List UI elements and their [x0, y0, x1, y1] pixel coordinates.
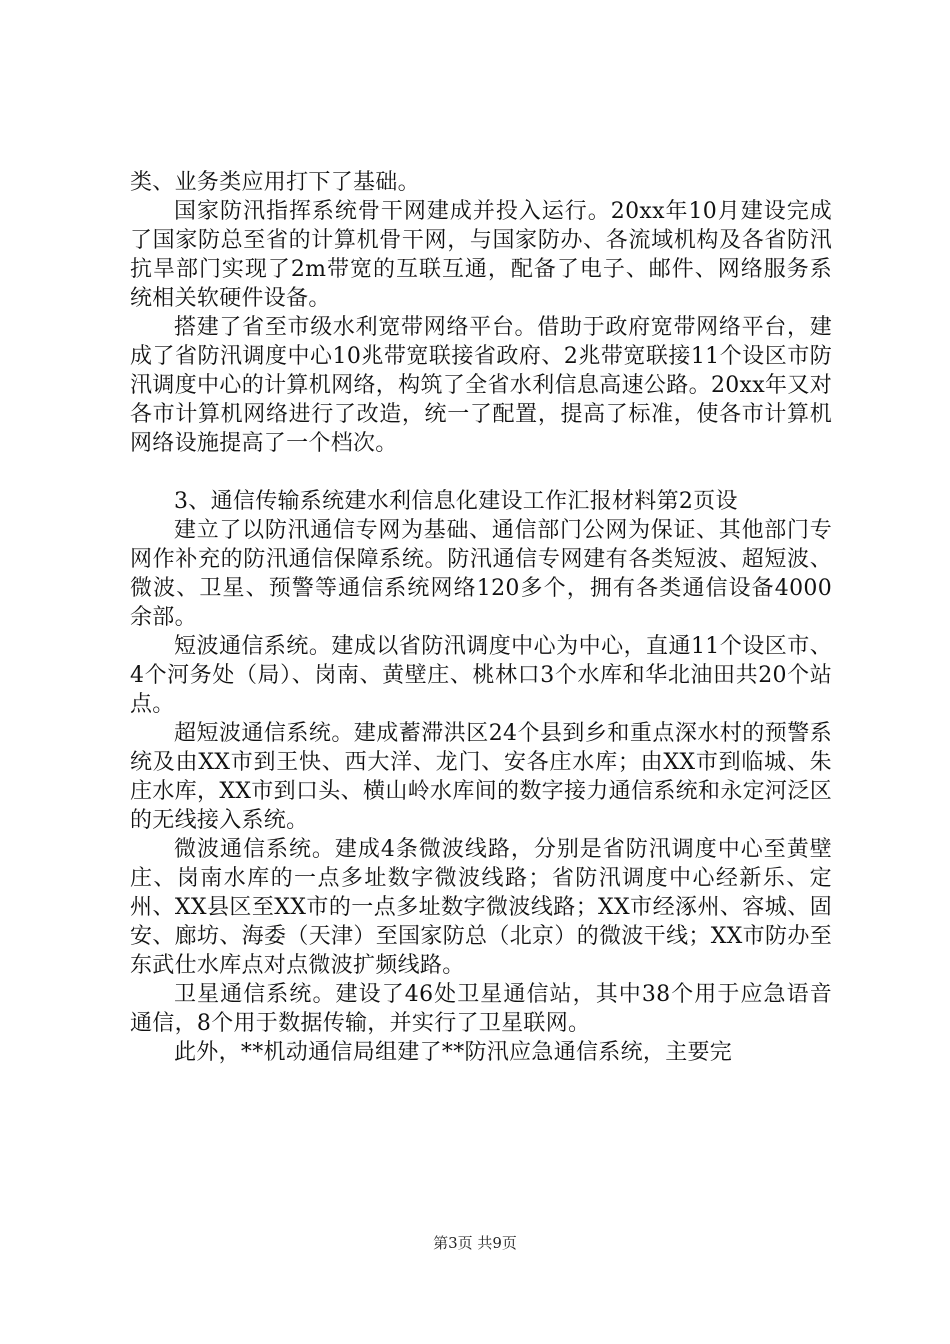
document-body — [130, 168, 832, 1067]
paragraph-flood-communication: 建立了以防汛通信专网为基础、通信部门公网为保证、其他部门专网作补充的防汛通信保障系统。防汛通信专网建有各类短波、超短波、微波、卫星、预警等通信系统网络120多个，拥有各类通信设备4000余部。 — [130, 518, 832, 630]
paragraph-satellite: 卫星通信系统。建设了46处卫星通信站，其中38个用于应急语音通信，8个用于数据传输，并实行了卫星联网。 — [130, 982, 832, 1036]
paragraph-broadband-platform: 搭建了省至市级水利宽带网络平台。借助于政府宽带网络平台，建成了省防汛调度中心10兆带宽联接省政府、2兆带宽联接11个设区市防汛调度中心的计算机网络，构筑了全省水利信息高速公路。20xx年又对各市计算机网络进行了改造，统一了配置，提高了标准，使各市计算机网络设施提高了一个档次。 — [130, 315, 832, 456]
paragraph-microwave: 微波通信系统。建成4条微波线路，分别是省防汛调度中心至黄壁庄、岗南水库的一点多址数字微波线路；省防汛调度中心经新乐、定州、XX县区至XX市的一点多址数字微波线路；XX市经涿州、容城、固安、廊坊、海委（天津）至国家防总（北京）的微波干线；XX市防办至东武仕水库点对点微波扩频线路。 — [130, 837, 832, 978]
paragraph-backbone-network: 国家防汛指挥系统骨干网建成并投入运行。20xx年10月建设完成了国家防总至省的计算机骨干网，与国家防办、各流域机构及各省防汛抗旱部门实现了2m带宽的互联互通，配备了电子、邮件、网络服务系统相关软硬件设备。 — [130, 199, 832, 311]
paragraph-shortwave: 短波通信系统。建成以省防汛调度中心为中心，直通11个设区市、4个河务处（局）、岗南、黄壁庄、桃林口3个水库和华北油田共20个站点。 — [130, 634, 832, 717]
paragraph-continuation: 类、业务类应用打下了基础。 — [130, 170, 420, 195]
section-heading-communication: 3、通信传输系统建水利信息化建设工作汇报材料第2页设 — [174, 489, 738, 514]
paragraph-ultrashortwave: 超短波通信系统。建成蓄滞洪区24个县到乡和重点深水村的预警系统及由XX市到王快、西大洋、龙门、安各庄水库；由XX市到临城、朱庄水库，XX市到口头、横山岭水库间的数字接力通信系统和永定河泛区的无线接入系统。 — [130, 721, 832, 833]
paragraph-emergency: 此外，**机动通信局组建了**防汛应急通信系统，主要完 — [174, 1040, 733, 1065]
page-footer: 第3页 共9页 — [433, 1234, 517, 1252]
